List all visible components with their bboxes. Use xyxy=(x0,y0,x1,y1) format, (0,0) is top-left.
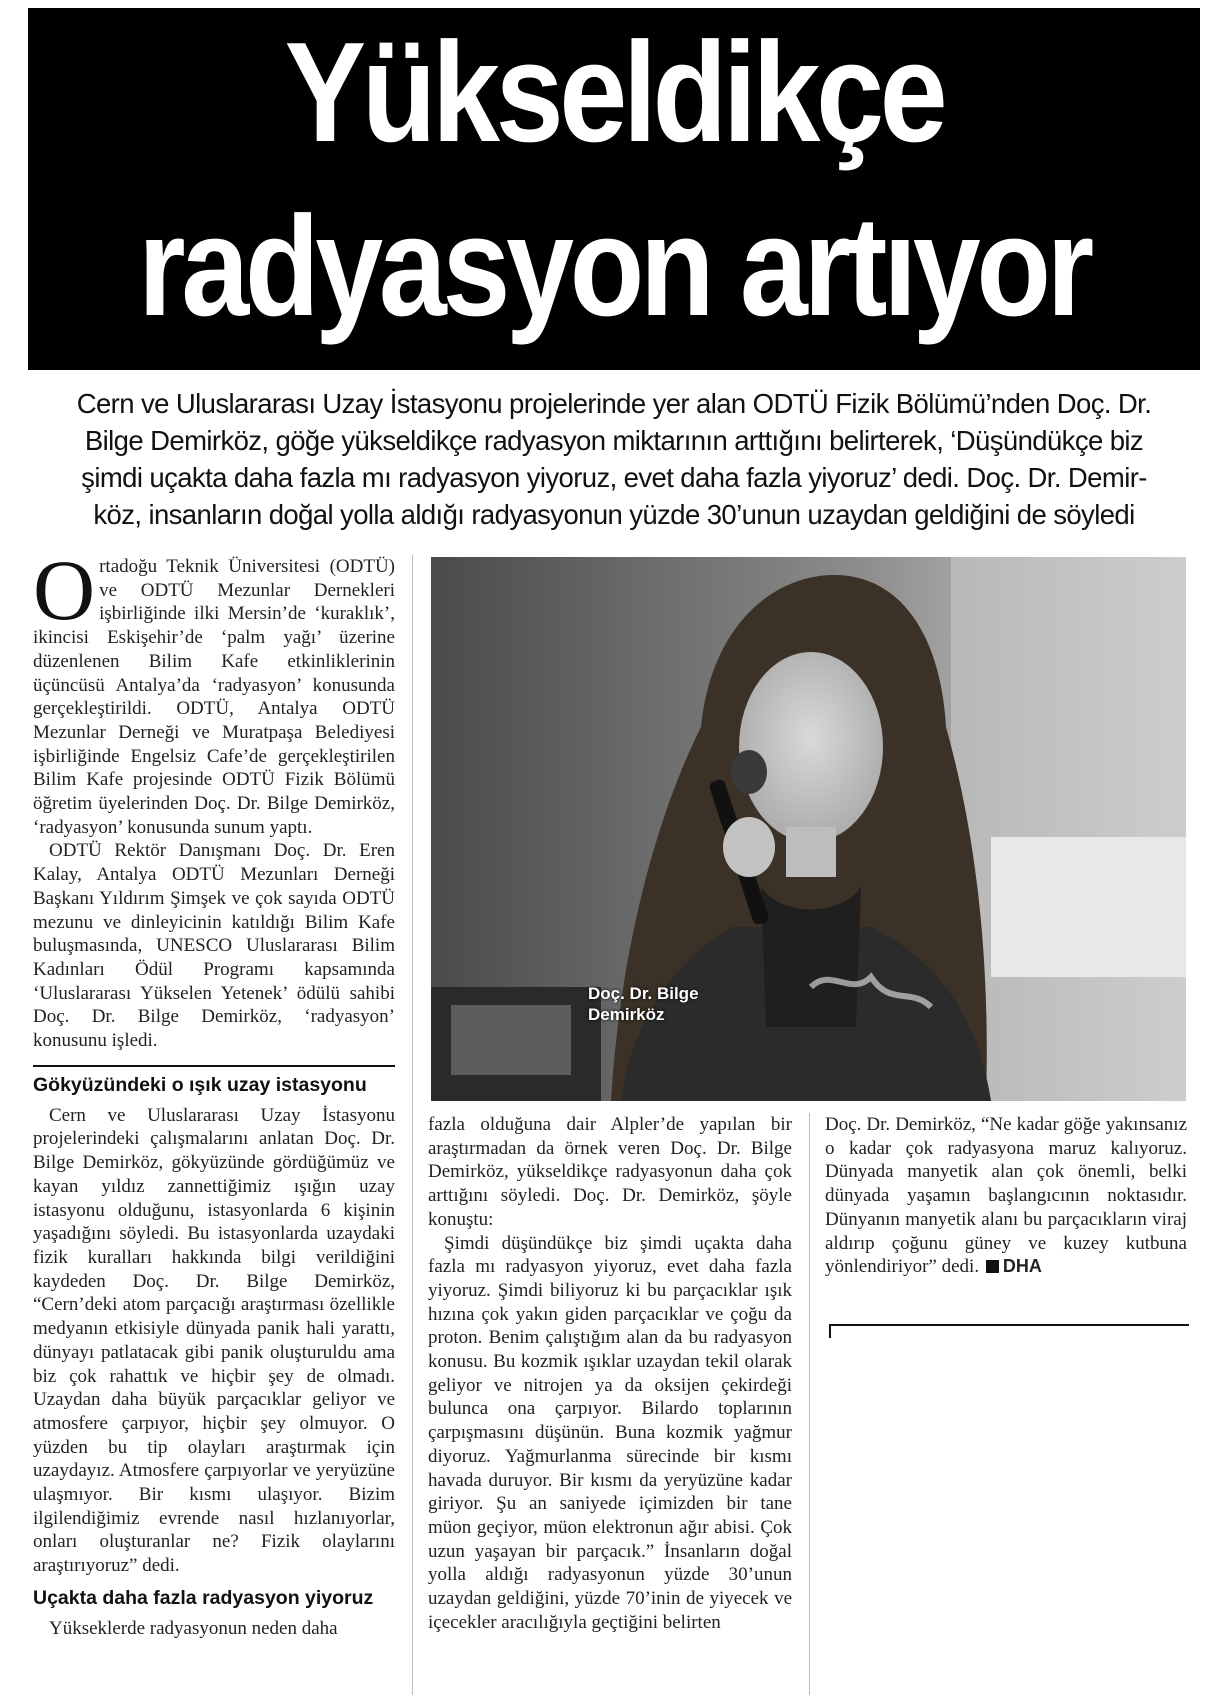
body-paragraph: fazla olduğuna dair Alpler’de yapılan bir araştırmadan da örnek veren Doç. Dr. Bilge Demirköz, yükseldikçe radyasyonun daha çok arttığını söyledi. Doç. Dr. Demirköz, şöyle konuştu: xyxy=(428,1114,792,1230)
article-column-2 xyxy=(428,1113,792,1634)
caption-line: Demirköz xyxy=(588,1005,665,1024)
lead-line: Cern ve Uluslararası Uzay İstasyonu projelerinde yer alan ODTÜ Fizik Bölümü’nden Doç. Dr. xyxy=(76,388,1152,419)
lead-line: köz, insanların doğal yolla aldığı radyasyonun yüzde 30’unun uzaydan geldiğini de söyledi xyxy=(93,499,1135,530)
body-paragraph: Şimdi düşündükçe biz şimdi uçakta daha fazla mı radyasyon yiyoruz, evet daha fazla yiyoruz. Şimdi biliyoruz ki bu parçacıklar ışık hızına çok yakın giden parçacıklar ve çoğu da proton. Benim çalıştığım alan da bu radyasyon konusu. Bu kozmik ışıklar uzaydan tekil olarak geliyor ve nitrojen ya da oksijen çekirdeği bulunca ona çarpıyor. Bilardo toplarının çarpışmasını düşünün. Buna kozmik yağmur diyoruz. Yağmurlanma sürecinde bir kısmı havada duruyor. Bir kısmı da yeryüzüne kadar giriyor. Şu an saniyede içimizden bir tane müon geçiyor, müon elektronun ağır abisi. Çok uzun yaşayan bir parçacık.” İnsanların doğal yolla aldığı radyasyonun yüzde 30’unun uzaydan geldiğini, yüzde 70’inin de yiyecek ve içecekler aracılığıyla geçtiğini belirten xyxy=(428,1232,792,1633)
news-agency: DHA xyxy=(1002,1256,1042,1277)
article-column-1 xyxy=(33,542,395,1641)
photo-caption xyxy=(588,983,699,1025)
caption-line: Doç. Dr. Bilge xyxy=(588,984,699,1003)
drop-cap: O xyxy=(33,542,96,638)
body-paragraph xyxy=(825,1113,1187,1279)
body-paragraph: Yükseklerde radyasyonun neden daha xyxy=(49,1617,338,1639)
body-paragraph: ODTÜ Rektör Danışmanı Doç. Dr. Eren Kalay, Antalya ODTÜ Mezunları Derneği Başkanı Yıldırım Şimşek ve çok sayıda ODTÜ mezunu ve dinleyicinin katıldığı Bilim Kafe buluşmasında, UNESCO Uluslararası Bilim Kadınları Ödül Programı kapsamında ‘Uluslararası Yükselen Yetenek’ ödülü sahibi Doç. Dr. Bilge Demirköz, ‘radyasyon’ konusunu işledi. xyxy=(33,840,395,1052)
end-square-icon xyxy=(986,1260,999,1273)
lead-line: Bilge Demirköz, göğe yükseldikçe radyasyon miktarının arttığını belirterek, ‘Düşündükçe biz xyxy=(84,425,1144,456)
section-subheading: Uçakta daha fazla radyasyon yiyoruz xyxy=(33,1586,374,1609)
lead-paragraph xyxy=(28,385,1200,533)
section-subheading: Gökyüzündeki o ışık uzay istasyonu xyxy=(33,1065,395,1098)
article-end-tick xyxy=(829,1324,831,1338)
speaker-photo xyxy=(431,557,1186,1101)
lead-line: şimdi uçakta daha fazla mı radyasyon yiyoruz, evet daha fazla yiyoruz’ dedi. Doç. Dr. Demir- xyxy=(81,462,1147,493)
headline-banner xyxy=(28,8,1200,370)
column-divider xyxy=(809,1113,810,1695)
column-divider xyxy=(412,555,413,1695)
body-paragraph: Cern ve Uluslararası Uzay İstasyonu projelerindeki çalışmalarını anlatan Doç. Dr. Bilge Demirköz, gökyüzünde gördüğümüz ve kayan yıldız zannettiğimiz ışığın uzay istasyonu olduğunu, istasyonlarda 6 kişinin yaşadığını söyledi. Bu istasyonlarda uzaydaki fizik kuralları hakkında bilgi verildiğini kaydeden Doç. Dr. Bilge Demirköz, “Cern’deki atom parçacığı araştırması özellikle medyanın etkisiyle dünyada panik hali yarattı, dünyayı patlatacak gibi panik oluşturuldu ama biz çok rahattık ve hiçbir şey de olmadı. Uzaydan daha büyük parçacıklar geliyor ve atmosfere çarpıyor, hiçbir şey olmuyor. O yüzden bu tip olayları araştırmak için uzaydayız. Atmosfere çarpıyorlar ve yeryüzüne ulaşmıyor. Bir kısmı ulaşıyor. Bizim ilgilendiğimiz evrende nasıl hızlanıyorlar, onları oluşturanlar ne? Fizik olaylarını araştırıyoruz” dedi. xyxy=(33,1104,395,1577)
closing-text: Doç. Dr. Demirköz, “Ne kadar göğe yakınsanız o kadar çok radyasyona maruz kalıyoruz. Dünyada manyetik alan çok önemli, belki dünyada yaşamın başlangıcının noktasıdır. Dünyanın manyetik alanı bu parçacıkların viraj aldırıp çoğunu güney ve kuzey kutbuna yönlendiriyor” dedi. xyxy=(825,1114,1187,1278)
article-end-rule xyxy=(829,1324,1189,1326)
article-column-3 xyxy=(825,1113,1187,1279)
headline-line-2: radyasyon artıyor xyxy=(138,187,1090,346)
headline-line-1: Yükseldikçe xyxy=(284,13,944,172)
body-paragraph: rtadoğu Teknik Üniversitesi (ODTÜ) ve ODTÜ Mezunlar Dernekleri işbirliğinde ilki Mersin’de ‘kuraklık’, ikincisi Eskişehir’de ‘palm yağı’ üzerine düzenlenen Bilim Kafe etkinliklerinin üçüncüsü Antalya’da ‘radyasyon’ konusunda gerçekleştirildi. ODTÜ, Antalya ODTÜ Mezunlar Derneği ve Muratpaşa Belediyesi işbirliğinde Engelsiz Cafe’de gerçekleştirilen Bilim Kafe projesinde ODTÜ Fizik Bölümü öğretim üyelerinden Doç. Dr. Bilge Demirköz, ‘radyasyon’ konusunda sunum yaptı. xyxy=(33,556,395,838)
